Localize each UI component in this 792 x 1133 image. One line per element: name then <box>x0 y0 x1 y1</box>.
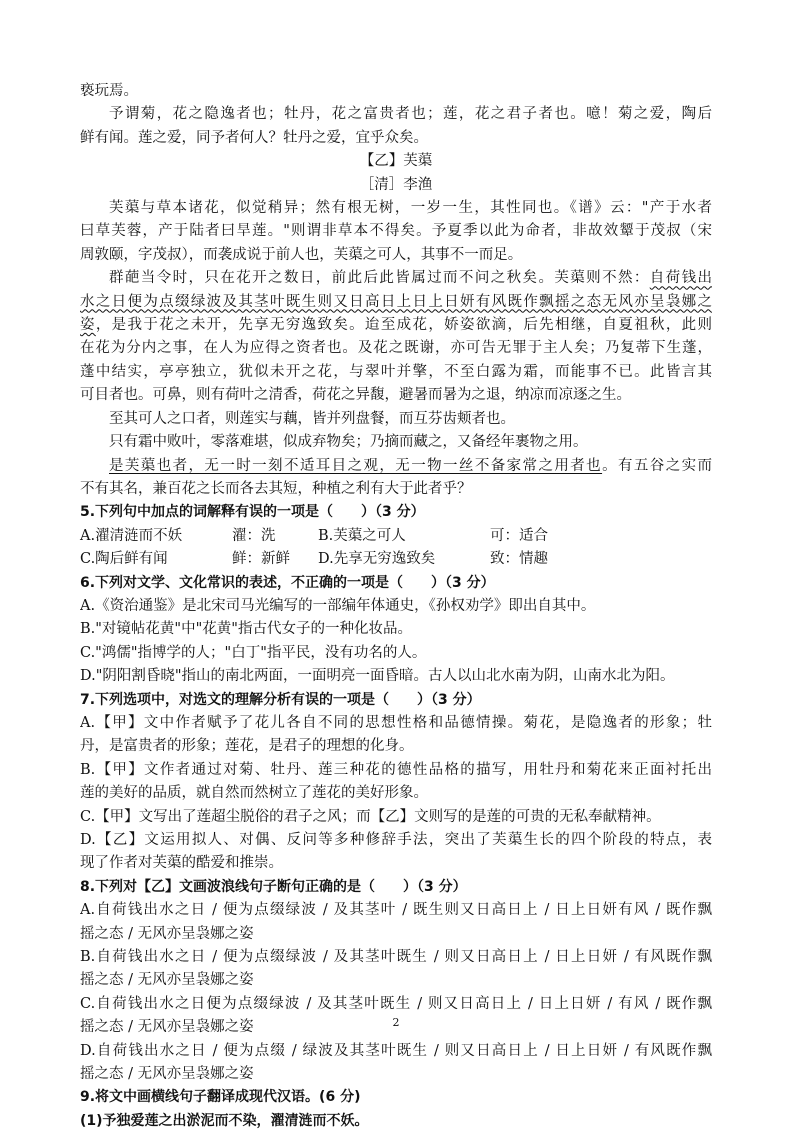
question-5-options-row1 <box>80 525 712 548</box>
p2-normal-text-2: ，是我于花之未开，先享无穷逸致矣。迨至成花，娇姿欲滴，后先相继，自夏祖秋，此则 <box>95 317 712 334</box>
q6-option-a: A.《资治通鉴》是北宋司马光编写的一部编年体通史，《孙权劝学》即出自其中。 <box>80 597 596 614</box>
q6-option-c: C."鸿儒"指博学的人；"白丁"指平民，没有功名的人。 <box>80 644 427 661</box>
question-9-stem: 9.将文中画横线句子翻译成现代汉语。(6 分) <box>80 1089 361 1106</box>
q8-option-b-line2: 摇之态 / 无风亦呈袅娜之姿 <box>80 972 254 989</box>
q5-option-d: D.先享无穷逸致矣 <box>318 551 436 568</box>
q5-option-a-explain: 濯：洗 <box>232 527 276 544</box>
passage-yi-p2-line2 <box>80 291 712 314</box>
underlined-sentence: 是芙蕖也者，无一时一刻不适耳目之观，无一物一丝不备家常之用者也 <box>109 457 603 474</box>
q7-option-d-line1: D.【乙】文运用拟人、对偶、反问等多种修辞手法，突出了芙蕖生长的四个阶段的特点，表 <box>80 832 712 848</box>
q8-option-a-line1: A.自荷钱出水之日 / 便为点缀绿波 / 及其茎叶 / 既生则又日高日上 / 日上日妍有风 / 既作飘 <box>80 902 712 919</box>
passage-yi-p2-line5: 蓬中结实，亭亭独立，犹似未开之花，与翠叶并擎，不至白露为霜，而能事不已。此皆言其 <box>80 363 712 380</box>
q7-option-b-line1: B.【甲】文作者通过对菊、牡丹、莲三种花的德性品格的描写，用牡丹和菊花来正面衬托出 <box>80 761 712 778</box>
passage-yi-p5-line1 <box>80 455 712 478</box>
q8-option-c-line2: 摇之态 / 无风亦呈袅娜之姿 <box>80 1019 254 1036</box>
question-6-stem: 6.下列对文学、文化常识的表述，不正确的一项是（ ）（3 分） <box>80 574 495 591</box>
passage-jia-tail: 亵玩焉。 <box>80 83 138 99</box>
q8-option-c-line1: C.自荷钱出水之日便为点缀绿波 / 及其茎叶既生 / 则又日高日上 / 日上日妍 / 有风 / 既作飘 <box>80 995 712 1012</box>
passage-jia-para2-line2: 鲜有闻。莲之爱，同予者何人？牡丹之爱，宜乎众矣。 <box>80 129 428 146</box>
wavy-sentence-part1: 自荷钱出 <box>649 270 712 287</box>
q5-option-d-explain: 致：情趣 <box>490 551 548 568</box>
passage-yi-p1-line1: 芙蕖与草本诸花，似觉稍异；然有根无树，一岁一生，其性同也。《谱》云："产于水者 <box>109 200 712 217</box>
wavy-sentence-part2: 水之日便为点缀绿波及其茎叶既生则又日高日上日上日妍有风既作飘摇之态无风亦呈袅娜之 <box>80 293 712 310</box>
passage-yi-p2-line4: 在花为分内之事，在人为应得之资者也。及花之既谢，亦可告无罪于主人矣；乃复蒂下生蓬， <box>80 340 712 357</box>
q5-option-a: A.濯清涟而不妖 <box>80 527 183 544</box>
passage-yi-p5-line2: 不有其名，兼百花之长而各去其短，种植之利有大于此者乎？ <box>80 480 472 497</box>
p5-normal-text: 。有五谷之实而 <box>602 457 712 474</box>
q8-option-a-line2: 摇之态 / 无风亦呈袅娜之姿 <box>80 925 254 942</box>
passage-yi-p2-line6: 可目者也。可鼻，则有荷叶之清香，荷花之异馥，避暑而暑为之退，纳凉而凉逐之生。 <box>80 387 631 404</box>
q7-option-d-line2: 现了作者对芙蕖的酷爱和推崇。 <box>80 855 283 872</box>
passage-yi-p2-line3 <box>80 314 712 337</box>
q7-option-c-line1: C.【甲】文写出了莲超尘脱俗的君子之风；而【乙】文则写的是莲的可贵的无私奉献精神。 <box>80 808 661 825</box>
question-5-stem: 5.下列句中加点的词解释有误的一项是（ ）（3 分） <box>80 504 425 521</box>
passage-jia-para2-line1: 予谓菊，花之隐逸者也；牡丹，花之富贵者也；莲，花之君子者也。噫！菊之爱，陶后 <box>109 106 712 123</box>
passage-yi-p4: 只有霜中败叶，零落难堪，似成弃物矣；乃摘而藏之，又备经年裹物之用。 <box>109 434 588 451</box>
p2-normal-text: 群葩当令时，只在花开之数日，前此后此皆属过而不问之秋矣。芙蕖则不然： <box>109 270 650 287</box>
passage-yi-p1-line2: 曰草芙蓉，产于陆者曰旱莲。"则谓非草本不得矣。予夏季以此为命者，非故效颦于茂叔（宋 <box>80 223 712 240</box>
q7-option-a-line2: 丹，是富贵者的形象；莲花，是君子的理想的化身。 <box>80 738 414 755</box>
q8-option-d-line2: 摇之态 / 无风亦呈袅娜之姿 <box>80 1066 254 1083</box>
exam-page <box>80 80 712 1133</box>
q8-option-b-line1: B.自荷钱出水之日 / 便为点缀绿波 / 及其茎叶既生 / 则又日高日上 / 日上日妍 / 有风既作飘 <box>80 949 712 966</box>
wavy-sentence-part3: 姿 <box>80 317 96 334</box>
passage-yi-p2-line1 <box>80 267 712 290</box>
passage-yi-author: ［清］李渔 <box>359 176 433 193</box>
question-8-stem: 8.下列对【乙】文画波浪线句子断句正确的是（ ）（3 分） <box>80 878 467 895</box>
q5-option-b: B.芙蕖之可人 <box>318 527 406 544</box>
q6-option-b: B."对镜帖花黄"中"花黄"指古代女子的一种化妆品。 <box>80 621 412 638</box>
q5-option-c: C.陶后鲜有闻 <box>80 551 168 568</box>
question-7-stem: 7.下列选项中，对选文的理解分析有误的一项是（ ）（3 分） <box>80 691 481 708</box>
q7-option-b-line2: 莲的美好的品质，就自然而然树立了莲花的美好形象。 <box>80 785 428 802</box>
page-number: 2 <box>392 1016 400 1029</box>
q5-option-b-explain: 可：适合 <box>490 527 548 544</box>
q9-part-1: (1)予独爱莲之出淤泥而不染，濯清涟而不妖。 <box>80 1112 369 1129</box>
q8-option-d-line1: D.自荷钱出水之日 / 便为点缀 / 绿波及其茎叶既生 / 则又日高日上 / 日上日妍 / 有风既作飘 <box>80 1042 712 1059</box>
passage-yi-p3: 至其可人之口者，则莲实与藕，皆并列盘餐，而互芬齿颊者也。 <box>109 410 515 427</box>
passage-yi-p1-line3: 周敦颐，字茂叔），而袭成说于前人也，芙蕖之可人，其事不一而足。 <box>80 246 523 263</box>
q6-option-d: D."阴阳割昏晓"指山的南北两面，一面明亮一面昏暗。古人以山北水南为阴，山南水北为阳。 <box>80 668 675 685</box>
passage-yi-title: 【乙】芙蕖 <box>359 153 433 170</box>
question-5-options-row2 <box>80 548 712 571</box>
q7-option-a-line1: A.【甲】文中作者赋予了花儿各自不同的思想性格和品德情操。菊花，是隐逸者的形象；牡 <box>80 714 712 731</box>
q5-option-c-explain: 鲜：新鲜 <box>232 551 290 568</box>
